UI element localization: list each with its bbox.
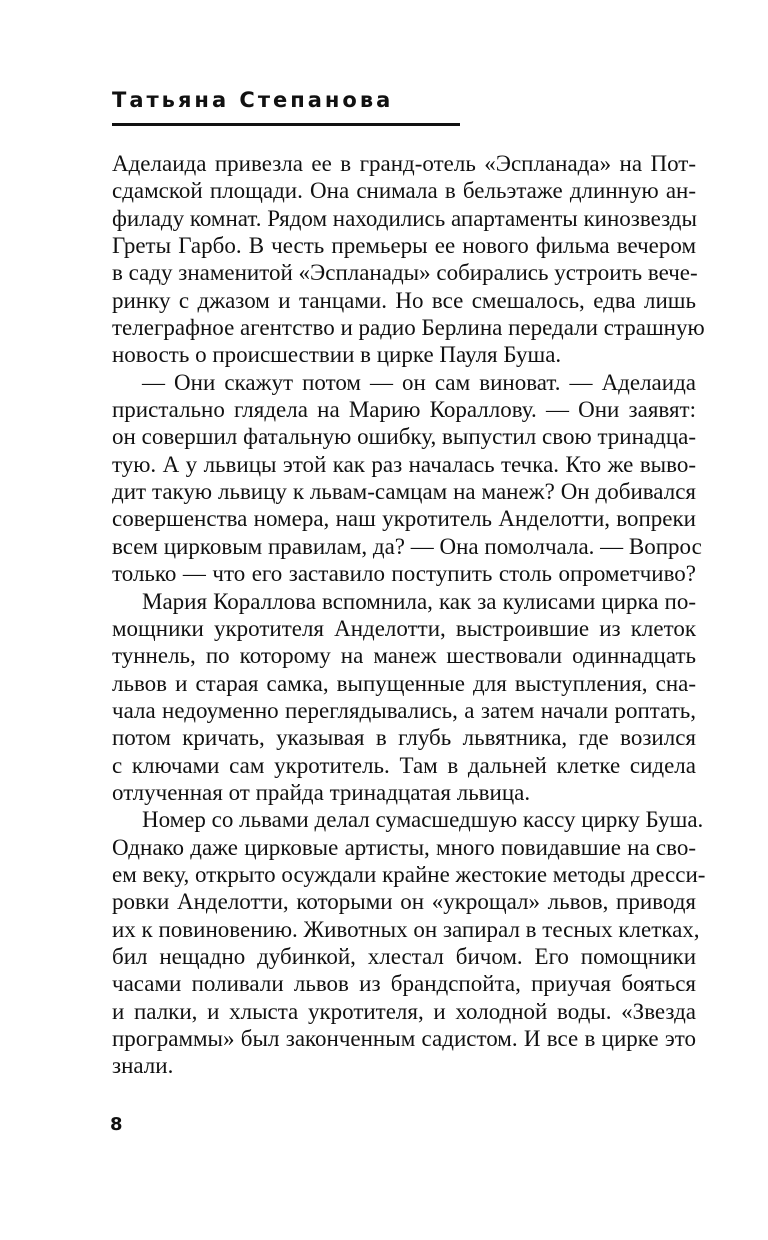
text-line: всем цирковым правилам, да? — Она помолчала. — Вопрос [112,533,702,559]
text-line: знали. [112,1053,174,1079]
text-line: только — что его заставило поступить столь опрометчиво? [112,561,696,587]
text-line: отлученная от прайда тринадцатая львица. [112,779,531,805]
text-line: Мария Кораллова вспомнила, как за кулисами цирка по- [142,588,696,614]
text-line: тую. А у львицы этой как раз началась течка. Кто же выво- [112,451,696,477]
text-line: бил нещадно дубинкой, хлестал бичом. Его помощники [112,943,696,969]
text-line: пристально глядела на Марию Кораллову. — Они заявят: [112,397,696,423]
text-line: и палки, и хлыста укротителя, и холодной воды. «Звезда [112,998,696,1024]
paragraph [112,588,696,807]
text-line: Номер со львами делал сумасшедшую кассу цирку Буша. [142,807,704,833]
text-line: телеграфное агентство и радио Берлина передали страшную [112,315,705,341]
text-line: чала недоуменно переглядывались, а затем начали роптать, [112,697,696,723]
text-line: филаду комнат. Рядом находились апартаменты кинозвезды [112,205,697,231]
text-line: мощники укротителя Анделотти, выстроившие из клеток [112,615,696,641]
text-line: туннель, по которому на манеж шествовали одиннадцать [112,643,696,669]
text-line: дит такую львицу к львам-самцам на манеж? Он добивался [112,479,696,505]
text-line: он совершил фатальную ошибку, выпустил свою тринадца- [112,424,696,450]
text-line: ем веку, открыто осуждали крайне жестокие методы дресси- [112,861,706,887]
text-line: сдамской площади. Она снимала в бельэтаже длинную ан- [112,178,696,204]
page-number: 8 [110,1114,123,1135]
text-line: ровки Анделотти, которыми он «укрощал» львов, приводя [112,889,696,915]
text-line: новость о происшествии в цирке Пауля Буша. [112,342,562,368]
text-line: совершенства номера, наш укротитель Анделотти, вопреки [112,506,696,532]
text-line: потом кричать, указывая в глубь львятника, где возился [112,725,696,751]
running-header [112,88,460,126]
body-text [112,150,706,1080]
text-line: Аделаида привезла ее в гранд-отель «Эспланада» на Пот- [112,151,696,176]
text-line: с ключами сам укротитель. Там в дальней клетке сидела [112,752,696,778]
text-line: часами поливали львов из брандспойта, приучая бояться [112,971,696,997]
running-header-author: Татьяна Степанова [112,88,394,112]
paragraph [112,150,705,369]
header-rule [112,123,460,126]
text-line: в саду знаменитой «Эспланады» собирались устроить вече- [112,260,698,286]
text-line: ринку с джазом и танцами. Но все смешалось, едва лишь [112,287,696,313]
text-line: Однако даже цирковые артисты, много повидавшие на сво- [112,834,696,860]
text-line: их к повиновению. Животных он запирал в тесных клетках, [112,916,700,942]
text-line: — Они скажут потом — он сам виноват. — Аделаида [142,369,696,395]
text-line: программы» был законченным садистом. И все в цирке это [112,1026,696,1051]
paragraph [112,806,706,1079]
text-line: львов и старая самка, выпущенные для выступления, сна- [112,670,696,696]
text-line: Греты Гарбо. В честь премьеры ее нового фильма вечером [112,233,696,259]
paragraph [112,369,702,588]
